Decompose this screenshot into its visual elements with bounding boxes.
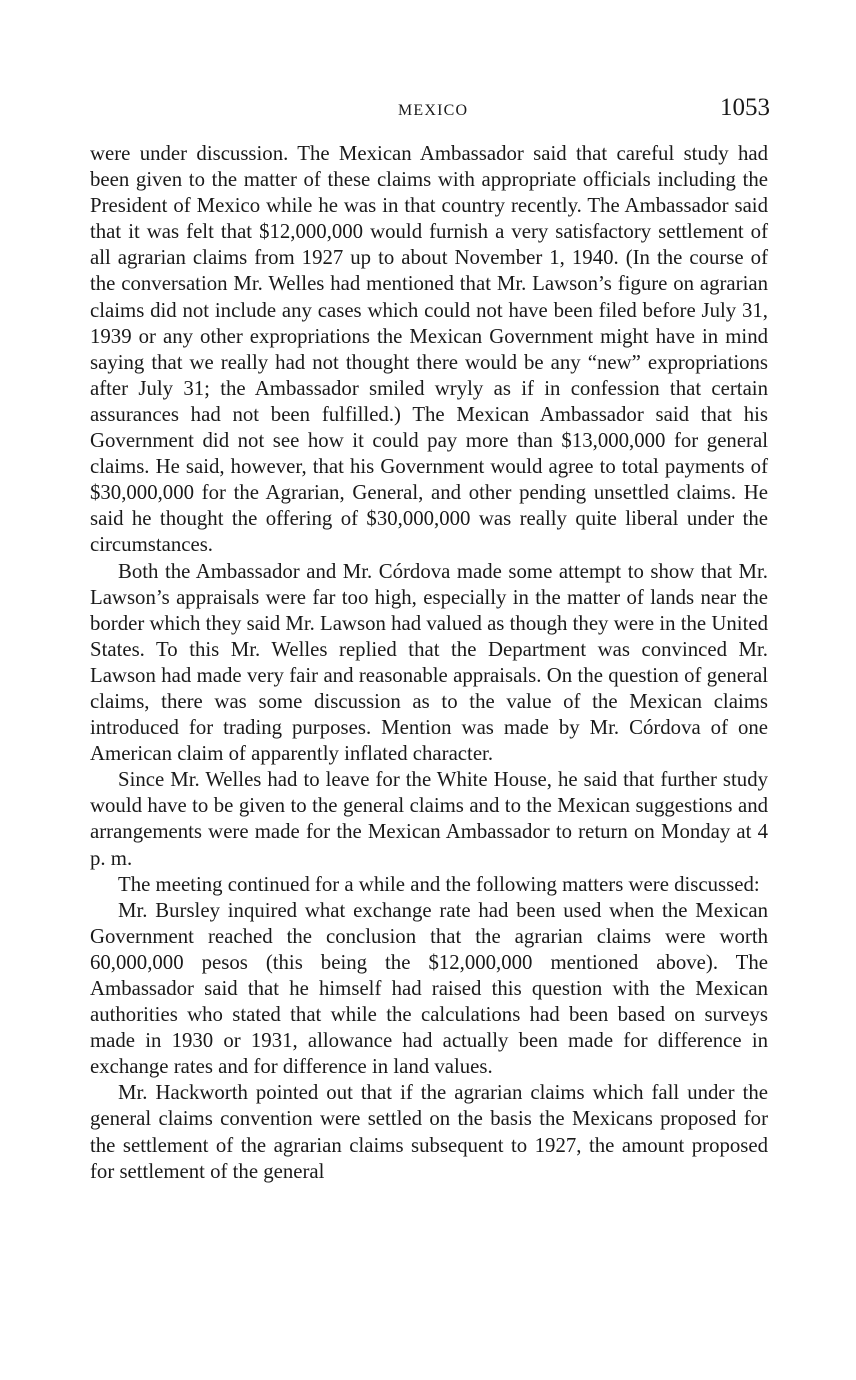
paragraph-meeting-continued: The meeting continued for a while and the following matters were discussed: [118,872,760,896]
body-text [90,141,768,1185]
paragraph-hackworth: Mr. Hackworth pointed out that if the agrarian claims which fall under the general claims convention were settled on the basis the Mexicans proposed for the settlement of the agrarian claims subsequent to 1927, the amount proposed for settlement of the general [90,1081,768,1183]
paragraph-exchange-rate: Mr. Bursley inquired what exchange rate had been used when the Mexican Government reached the conclusion that the agrarian claims were worth 60,000,000 pesos (this being the $12,000,000 mentioned above). The Ambassador said that he himself had raised this question with the Mexican authorities who stated that while the calculations had been based on surveys made in 1930 or 1931, allowance had actually been made for difference in exchange rates and for difference in land values. [90,898,768,1079]
paragraph-white-house: Since Mr. Welles had to leave for the White House, he said that further study would have to be given to the general claims and to the Mexican suggestions and arrangements were made for the Mexican Ambassador to return on Monday at 4 p. m. [90,768,768,870]
running-header [0,94,856,128]
running-title: MEXICO [398,102,469,119]
paragraph-continuation: were under discussion. The Mexican Ambassador said that careful study had been given to the matter of these claims with appropriate officials including the President of Mexico while he was in that country recently. The Ambassador said that it was felt that $12,000,000 would furnish a very satisfactory settlement of all agrarian claims from 1927 up to about November 1, 1940. (In the course of the conversation Mr. Welles had mentioned that Mr. Lawson’s figure on agrarian claims did not include any cases which could not have been filed before July 31, 1939 or any other expropriations the Mexican Government might have in mind saying that we really had not thought there would be any “new” expropriations after July 31; the Ambassador smiled wryly as if in confession that certain assurances had not been fulfilled.) The Mexican Ambassador said that his Government did not see how it could pay more than $13,000,000 for general claims. He said, however, that his Government would agree to total payments of $30,000,000 for the Agrarian, General, and other pending unsettled claims. He said he thought the offering of $30,000,000 was really quite liberal under the circumstances. [90,142,768,557]
paragraph-appraisals: Both the Ambassador and Mr. Córdova made some attempt to show that Mr. Lawson’s appraisals were far too high, especially in the matter of lands near the border which they said Mr. Lawson had valued as though they were in the United States. To this Mr. Welles replied that the Department was convinced Mr. Lawson had made very fair and reasonable appraisals. On the question of general claims, there was some discussion as to the value of the Mexican claims introduced for trading purposes. Mention was made by Mr. Córdova of one American claim of apparently inflated character. [90,559,768,766]
page-number: 1053 [720,94,770,121]
